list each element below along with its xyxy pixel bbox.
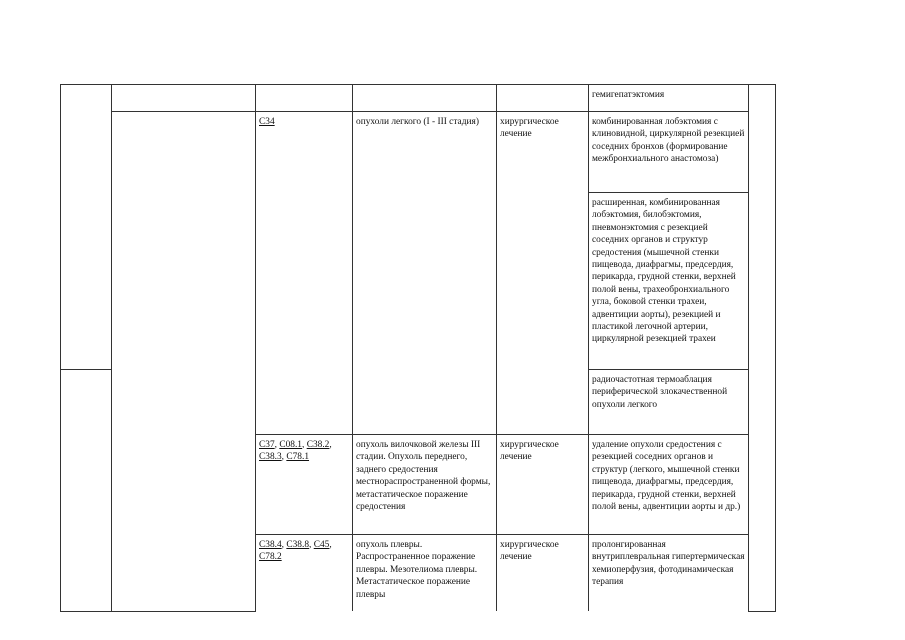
cell-number-group-2 — [61, 370, 112, 612]
diagnosis-lung: опухоли легкого (I - III стадия) — [356, 117, 479, 127]
cell-method-lung-1 — [589, 112, 749, 193]
method-lung-extended-lobectomy: расширенная, комбинированная лобэктомия, билобэктомия, пневмонэктомия с резекцией соседних органов и структур средостения (мышечной стенки пищевода, диафрагмы, предсердия, перикарда, грудной стенки, верхней полой вены, трахеобронхиального угла, боковой стенки трахеи, адвентиции аорты), резекцией и пластикой легочной артерии, циркулярной резекцией трахеи — [592, 198, 736, 345]
method-lung-combined-lobectomy: комбинированная лобэктомия с клиновидной, циркулярной резекцией соседних бронхов (формирование межбронхиального анастомоза) — [592, 117, 745, 165]
cell-norm — [749, 85, 776, 612]
icd-code-link[interactable]: C38.2 — [306, 440, 330, 450]
icd-code-link[interactable]: C38.3 — [259, 452, 282, 463]
cell-treatment-pleura — [497, 535, 589, 612]
treatment-thymus: хирургическое лечение — [500, 440, 559, 463]
cell-profile — [112, 85, 256, 112]
cell-treatment-thymus — [497, 435, 589, 535]
treatment-lung: хирургическое лечение — [500, 117, 559, 140]
cell-diagnosis — [353, 85, 497, 112]
cell-method-lung-3 — [589, 370, 749, 435]
icd-code-link[interactable]: C78.2 — [259, 552, 282, 563]
table-row-hemihepatectomy — [61, 85, 776, 112]
medical-care-table — [60, 84, 776, 612]
cell-method-lung-2 — [589, 193, 749, 370]
cell-code-pleura: C38.4, C38.8, C45, C78.2 — [256, 535, 353, 612]
cell-method-thymus — [589, 435, 749, 535]
diagnosis-thymus: опухоль вилочковой железы III стадии. Опухоль переднего, заднего средостения местнораспространенной формы, метастатическое поражение средостения — [356, 440, 491, 513]
treatment-pleura: хирургическое лечение — [500, 540, 559, 563]
icd-code-link[interactable]: C78.1 — [286, 452, 310, 463]
cell-diagnosis-lung — [353, 112, 497, 435]
method-lung-rfa: радиочастотная термоаблация периферической злокачественной опухоли легкого — [592, 375, 728, 410]
cell-code-thymus: C37, C08.1, C38.2, C38.3, C78.1 — [256, 435, 353, 535]
icd-code-link[interactable]: C38.8 — [286, 540, 310, 550]
icd-code-link[interactable]: C38.4 — [259, 540, 282, 550]
cell-method-pleura — [589, 535, 749, 612]
cell-method — [589, 85, 749, 112]
cell-number-group-1 — [61, 85, 112, 370]
cell-diagnosis-thymus — [353, 435, 497, 535]
method-pleura: пролонгированная внутриплевральная гипертермическая хемиоперфузия, фотодинамическая терапия — [592, 540, 745, 588]
cell-code — [256, 85, 353, 112]
cell-profile-thoracic — [112, 112, 256, 612]
cell-treatment-lung — [497, 112, 589, 435]
icd-code-link[interactable]: C45 — [313, 540, 330, 550]
table-row-lung — [61, 112, 776, 193]
cell-code-lung — [256, 112, 353, 435]
diagnosis-pleura: опухоль плевры. Распространенное поражение плевры. Мезотелиома плевры. Метастатическое поражение плевры — [356, 540, 478, 600]
icd-code-link[interactable]: C34 — [259, 117, 275, 127]
icd-code-link[interactable]: C37 — [259, 440, 275, 450]
icd-code-link[interactable]: C08.1 — [279, 440, 302, 450]
cell-diagnosis-pleura — [353, 535, 497, 612]
method-thymus: удаление опухоли средостения с резекцией соседних органов и структур (легкого, мышечной стенки пищевода, диафрагмы, предсердия, перикарда, грудной стенки, верхней полой вены, адвентиции аорты и др.) — [592, 440, 741, 513]
cell-treatment — [497, 85, 589, 112]
method-hemihepatectomy: гемигепатэктомия — [592, 90, 665, 100]
